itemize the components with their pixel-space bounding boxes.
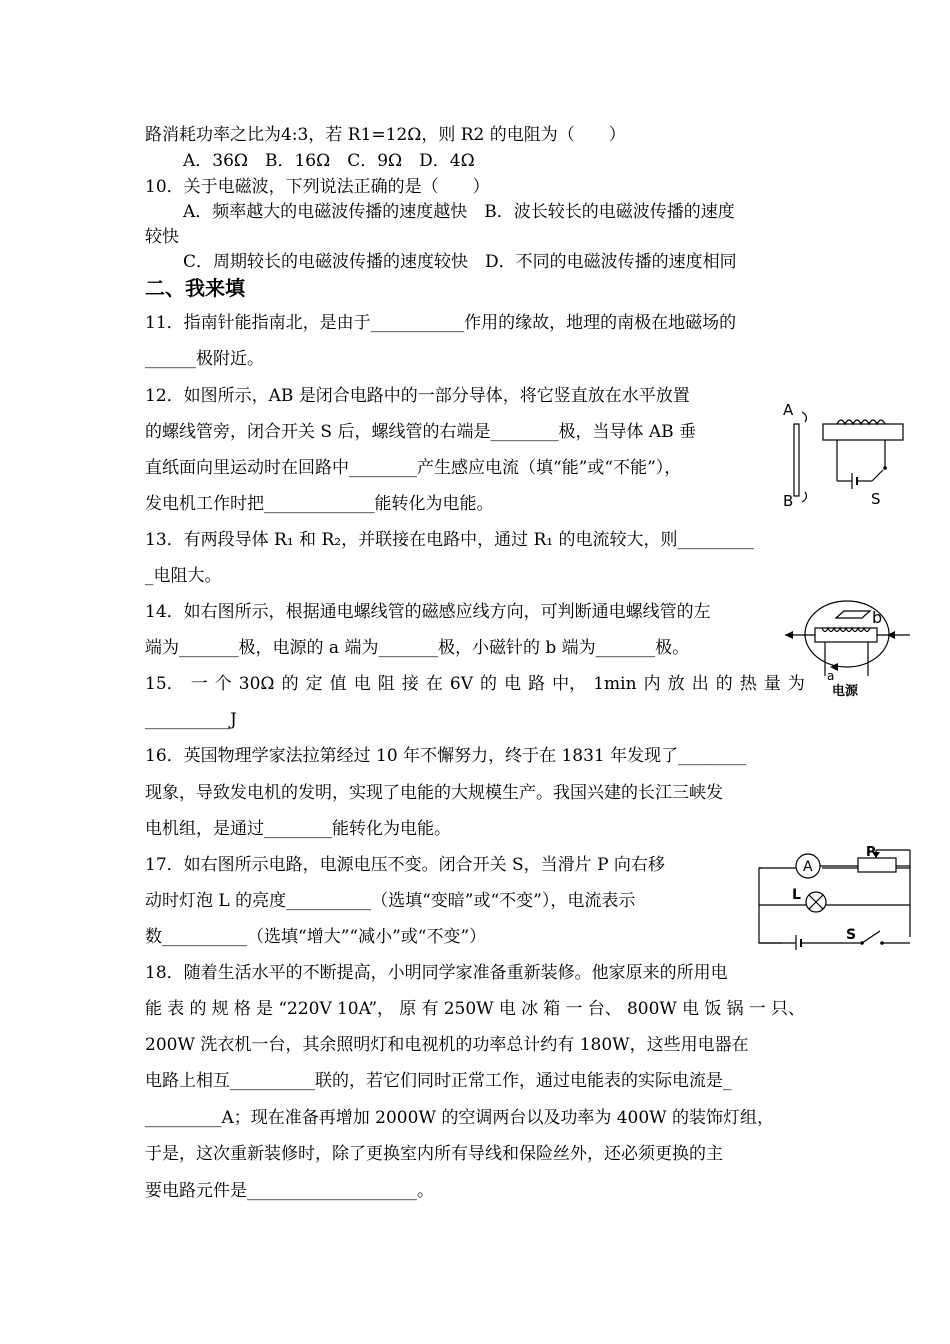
section-title: 二、我来填 xyxy=(145,276,245,300)
q18-line4: 电路上相互__________联的，若它们同时正常工作，通过电能表的实际电流是_ xyxy=(145,1071,732,1091)
q12-label-a: A xyxy=(783,401,794,419)
q12-label-s: S xyxy=(871,490,881,508)
q17-label-s: S xyxy=(846,927,857,943)
q10-options-ab: A．频率越大的电磁波传播的速度越快 B．波长较长的电磁波传播的速度 xyxy=(183,202,735,222)
q17-line3: 数__________（选填“增大”“减小”或“不变”） xyxy=(145,927,487,947)
q9-stem-continuation: 路消耗功率之比为4:3，若 R1=12Ω，则 R2 的电阻为（ ） xyxy=(145,125,626,145)
q10-options-ab-cont: 较快 xyxy=(145,227,179,247)
rheostat xyxy=(858,858,896,872)
q12-line4: 发电机工作时把_____________能转化为电能。 xyxy=(145,494,494,514)
q18-line1: 18．随着生活水平的不断提高，小明同学家准备重新装修。他家原来的所用电 xyxy=(145,963,728,983)
q14-label-source: 电源 xyxy=(832,684,859,699)
q14-label-b: b xyxy=(872,608,883,627)
q10-options-cd: C．周期较长的电磁波传播的速度较快 D．不同的电磁波传播的速度相同 xyxy=(183,252,737,272)
compass-needle xyxy=(836,611,870,618)
q17-figure xyxy=(752,838,917,950)
q18-line3: 200W 洗衣机一台，其余照明灯和电视机的功率总计约有 180W，这些用电器在 xyxy=(145,1035,749,1055)
solenoid xyxy=(823,424,903,440)
q13-line1: 13．有两段导体 R₁ 和 R₂，并联接在电路中，通过 R₁ 的电流较大，则_________ xyxy=(145,530,754,550)
q18-line6: 于是，这次重新装修时，除了更换室内所有导线和保险丝外，还必须更换的主 xyxy=(145,1144,723,1164)
q17-label-a: A xyxy=(803,859,813,875)
q12-label-b: B xyxy=(783,492,794,510)
q18-line5: _________A；现在准备再增加 2000W 的空调两台以及功率为 400W 的装饰灯组， xyxy=(145,1108,775,1128)
q18-line2: 能 表 的 规 格 是 “220V 10A”， 原 有 250W 电 冰 箱 一 台、 800W 电 饭 锅 一 只、 xyxy=(145,999,805,1019)
q16-line3: 电机组，是通过________能转化为电能。 xyxy=(145,819,451,839)
q17-label-p: P xyxy=(866,845,876,860)
switch xyxy=(872,470,883,481)
conductor-ab xyxy=(794,424,799,496)
q12-line1: 12．如图所示，AB 是闭合电路中的一部分导体，将它竖直放在水平放置 xyxy=(145,386,690,406)
q12-line3: 直纸面向里运动时在回路中________产生感应电流（填“能”或“不能”）， xyxy=(145,458,682,478)
q17-line2: 动时灯泡 L 的亮度__________（选填“变暗”或“不变”），电流表示 xyxy=(145,891,636,911)
q12-figure xyxy=(775,398,915,513)
q13-line2: _电阻大。 xyxy=(145,566,222,586)
q15-line2: __________J xyxy=(145,710,237,730)
q18-line7: 要电路元件是____________________。 xyxy=(145,1181,434,1201)
q10-stem: 10．关于电磁波，下列说法正确的是（ ） xyxy=(145,177,490,197)
q14-label-a: a xyxy=(827,669,835,683)
q16-line1: 16．英国物理学家法拉第经过 10 年不懈努力，终于在 1831 年发现了________ xyxy=(145,746,747,766)
q11-line2: ______极附近。 xyxy=(145,349,264,369)
q17-line1: 17．如右图所示电路，电源电压不变。闭合开关 S，当滑片 P 向右移 xyxy=(145,855,665,875)
q12-line2: 的螺线管旁，闭合开关 S 后，螺线管的右端是________极，当导体 AB 垂 xyxy=(145,422,697,442)
q17-label-l: L xyxy=(792,887,801,903)
q14-line1: 14．如右图所示，根据通电螺线管的磁感应线方向，可判断通电螺线管的左 xyxy=(145,602,711,622)
solenoid xyxy=(815,628,877,642)
q15-line1: 15． 一 个 30Ω 的 定 值 电 阻 接 在 6V 的 电 路 中， 1min 内 放 出 的 热 量 为 xyxy=(145,674,805,694)
q14-line2: 端为_______极，电源的 a 端为_______极，小磁针的 b 端为_______极。 xyxy=(145,638,690,658)
q16-line2: 现象，导致发电机的发明，实现了电能的大规模生产。我国兴建的长江三峡发 xyxy=(145,783,723,803)
q9-options: A．36Ω B．16Ω C．9Ω D．4Ω xyxy=(183,151,475,171)
q11-line1: 11．指南针能指南北，是由于___________作用的缘故，地理的南极在地磁场的 xyxy=(145,313,737,333)
